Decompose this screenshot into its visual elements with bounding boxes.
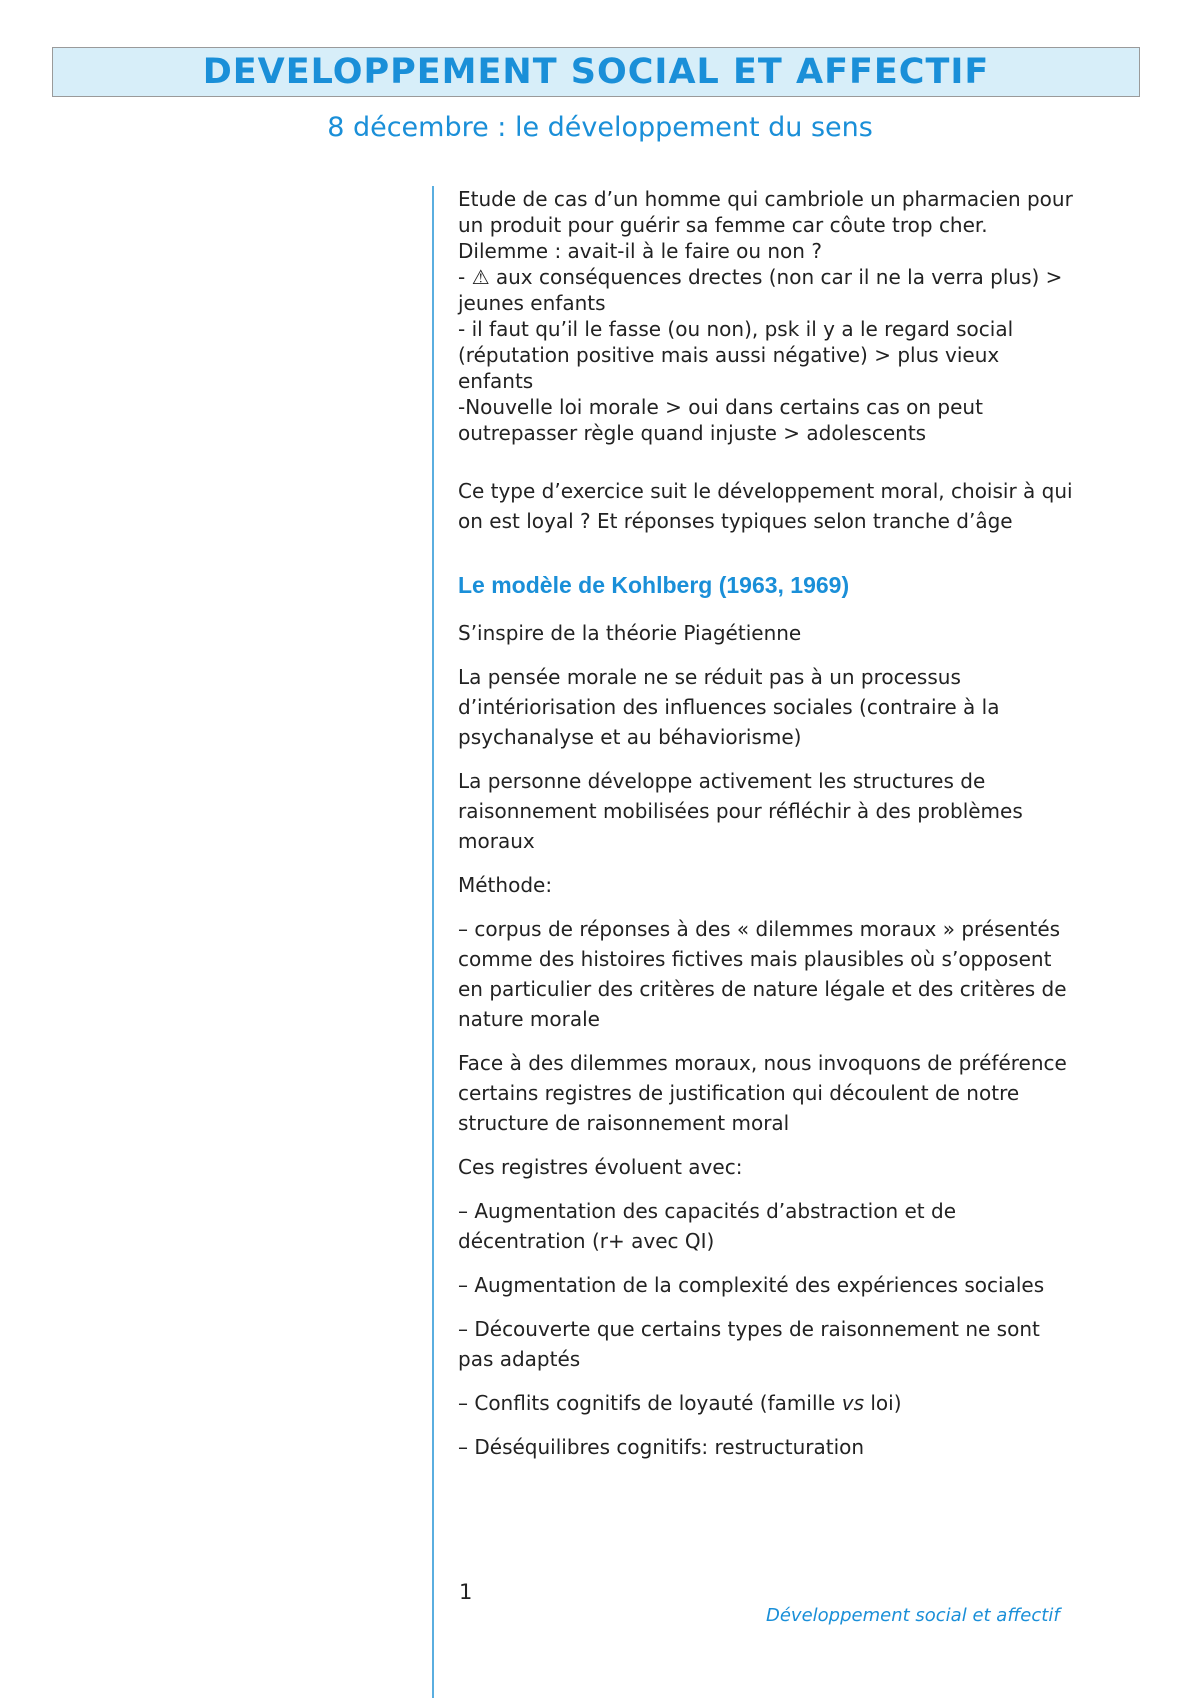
text-line: outrepasser règle quand injuste > adolescents: [458, 421, 927, 445]
text-line: -Nouvelle loi morale > oui dans certains cas on peut: [458, 395, 983, 419]
text-line: pas adaptés: [458, 1347, 581, 1371]
text-line: nature morale: [458, 1007, 600, 1031]
text-segment: loi): [864, 1391, 902, 1415]
text-line: moraux: [458, 829, 535, 853]
text-line: Ces registres évoluent avec:: [458, 1155, 743, 1179]
text-line: La pensée morale ne se réduit pas à un processus: [458, 665, 961, 689]
text-line: – Découverte que certains types de raisonnement ne sont: [458, 1317, 1040, 1341]
text-line: Méthode:: [458, 873, 553, 897]
text-line: [458, 1388, 1158, 1418]
text-line: jeunes enfants: [458, 291, 606, 315]
text-line: psychanalyse et au béhaviorisme): [458, 725, 802, 749]
text-line: Ce type d’exercice suit le développement moral, choisir à qui: [458, 479, 1073, 503]
text-line: Dilemme : avait-il à le faire ou non ?: [458, 239, 822, 263]
text-line: - il faut qu’il le fasse (ou non), psk il y a le regard social: [458, 317, 1014, 341]
text-line: – Augmentation de la complexité des expériences sociales: [458, 1273, 1045, 1297]
paragraph: [458, 914, 1158, 1034]
list-item: [458, 1314, 1158, 1374]
document-title: DEVELOPPEMENT SOCIAL ET AFFECTIF: [202, 52, 990, 92]
text-line: structure de raisonnement moral: [458, 1111, 790, 1135]
paragraph: [458, 1152, 1158, 1182]
summary-paragraph: [458, 476, 1158, 536]
paragraph: [458, 766, 1158, 856]
list-item: [458, 1432, 1158, 1462]
text-line: raisonnement mobilisées pour réfléchir à des problèmes: [458, 799, 1023, 823]
paragraph: [458, 1048, 1158, 1138]
text-line: S’inspire de la théorie Piagétienne: [458, 621, 802, 645]
text-line: d’intériorisation des influences sociales (contraire à la: [458, 695, 1000, 719]
list-item: [458, 1196, 1158, 1256]
italic-term: vs: [841, 1391, 864, 1415]
intro-case-study: [458, 186, 1158, 446]
paragraph: [458, 662, 1158, 752]
text-line: – corpus de réponses à des « dilemmes moraux » présentés: [458, 917, 1061, 941]
title-banner: [52, 47, 1140, 97]
text-line: un produit pour guérir sa femme car côute trop cher.: [458, 213, 988, 237]
document-subtitle: 8 décembre : le développement du sens: [327, 112, 873, 143]
main-content: [458, 186, 1158, 1476]
paragraph: [458, 618, 1158, 648]
text-line: – Augmentation des capacités d’abstraction et de: [458, 1199, 957, 1223]
margin-rule: [432, 186, 434, 1698]
text-line: on est loyal ? Et réponses typiques selon tranche d’âge: [458, 509, 1013, 533]
paragraph: [458, 870, 1158, 900]
text-line: Face à des dilemmes moraux, nous invoquons de préférence: [458, 1051, 1067, 1075]
list-item: [458, 1388, 1158, 1418]
text-line: décentration (r+ avec QI): [458, 1229, 715, 1253]
running-footer: Développement social et affectif: [766, 1605, 1060, 1626]
section-heading: Le modèle de Kohlberg (1963, 1969): [458, 572, 850, 598]
text-line: La personne développe activement les structures de: [458, 769, 986, 793]
text-line: en particulier des critères de nature légale et des critères de: [458, 977, 1067, 1001]
text-segment: – Conflits cognitifs de loyauté (famille: [458, 1391, 842, 1415]
text-line: (réputation positive mais aussi négative) > plus vieux: [458, 343, 1000, 367]
text-line: certains registres de justification qui découlent de notre: [458, 1081, 1020, 1105]
page-number: 1: [459, 1580, 473, 1604]
list-item: [458, 1270, 1158, 1300]
text-line: comme des histoires fictives mais plausibles où s’opposent: [458, 947, 1052, 971]
text-line: enfants: [458, 369, 534, 393]
text-line: Etude de cas d’un homme qui cambriole un pharmacien pour: [458, 187, 1073, 211]
text-line: - ⚠ aux conséquences drectes (non car il ne la verra plus) >: [458, 265, 1063, 289]
text-line: – Déséquilibres cognitifs: restructuration: [458, 1435, 865, 1459]
